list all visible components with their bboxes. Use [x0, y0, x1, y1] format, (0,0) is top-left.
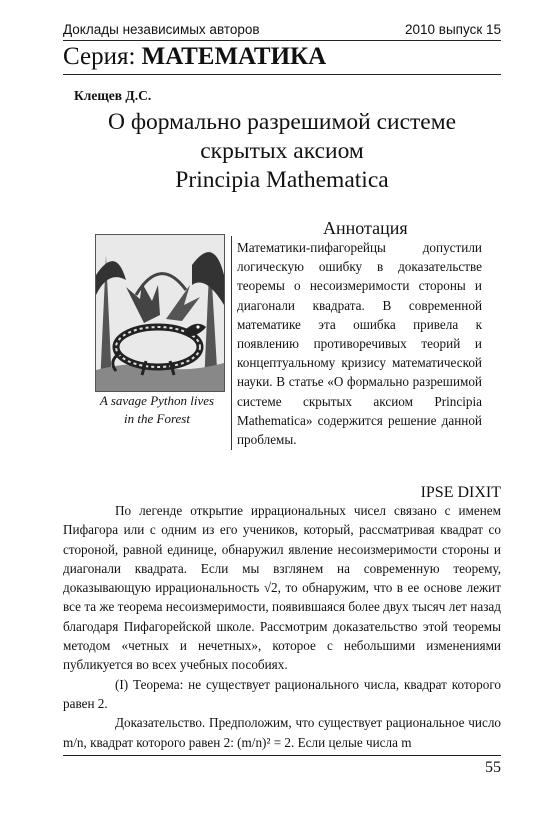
header-rule — [63, 40, 501, 41]
series-rule — [63, 74, 501, 75]
title-line-2: скрытых аксиом — [200, 138, 364, 164]
issue-label: 2010 выпуск 15 — [405, 22, 501, 37]
figure-caption — [72, 392, 242, 428]
caption-line-1: A savage Python lives — [99, 393, 215, 408]
annotation-text: Математики-пифагорейцы допустили логическую ошибку в доказательстве теоремы о несоизмеримости стороны и диагонали квадрата. В современной математике эта ошибка привела к появлению противоречивых теорий и концептуальному кризису математической науки. В статье «О формально разрешимой системе скрытых аксиом Principia Mathematica» содержится решение данной проблемы. — [237, 240, 482, 448]
series-name: МАТЕМАТИКА — [141, 43, 327, 70]
page-number: 55 — [485, 759, 501, 776]
series-heading — [63, 42, 326, 72]
theorem-statement: (I) Теорема: не существует рационального числа, квадрат которого равен 2. — [63, 676, 501, 711]
epigraph: IPSE DIXIT — [420, 484, 501, 501]
article-title — [63, 108, 501, 195]
author: Клещев Д.С. — [74, 88, 152, 103]
proof-paragraph: Доказательство. Предположим, что существует рациональное число m/n, квадрат которого равен 2: (m/n)² = 2. Если целые числа m — [63, 715, 501, 750]
annotation-heading: Аннотация — [323, 218, 408, 238]
abstract-divider — [231, 236, 232, 450]
footer-rule — [63, 755, 501, 756]
body-text — [63, 501, 501, 752]
caption-line-2: in the Forest — [124, 411, 190, 426]
journal-name: Доклады независимых авторов — [63, 22, 260, 37]
title-line-1: О формально разрешимой системе — [107, 109, 457, 135]
paragraph-intro: По легенде открытие иррациональных чисел связано с именем Пифагора или с одним из его учеников, который, рассматривая квадрат со стороной, равной единице, обнаружил явление несоизмеримости стороны и диагонали квадрата. Если мы взглянем на современную теорему, доказывающую иррациональность √2, то обнаружим, что в ее основе лежит все та же теорема несоизмеримости, появившаяся более двух тысяч лет назад благодаря Пифагорейской школе. Рассмотрим доказательство этой теоремы методом «четных и нечетных», которое с небольшими изменениями публикуется во всех учебных пособиях. — [63, 503, 501, 673]
python-illustration — [95, 234, 225, 392]
dragon-engraving-icon — [96, 235, 224, 391]
series-prefix: Серия: — [63, 43, 142, 70]
title-line-3: Principia Mathematica — [175, 167, 389, 193]
